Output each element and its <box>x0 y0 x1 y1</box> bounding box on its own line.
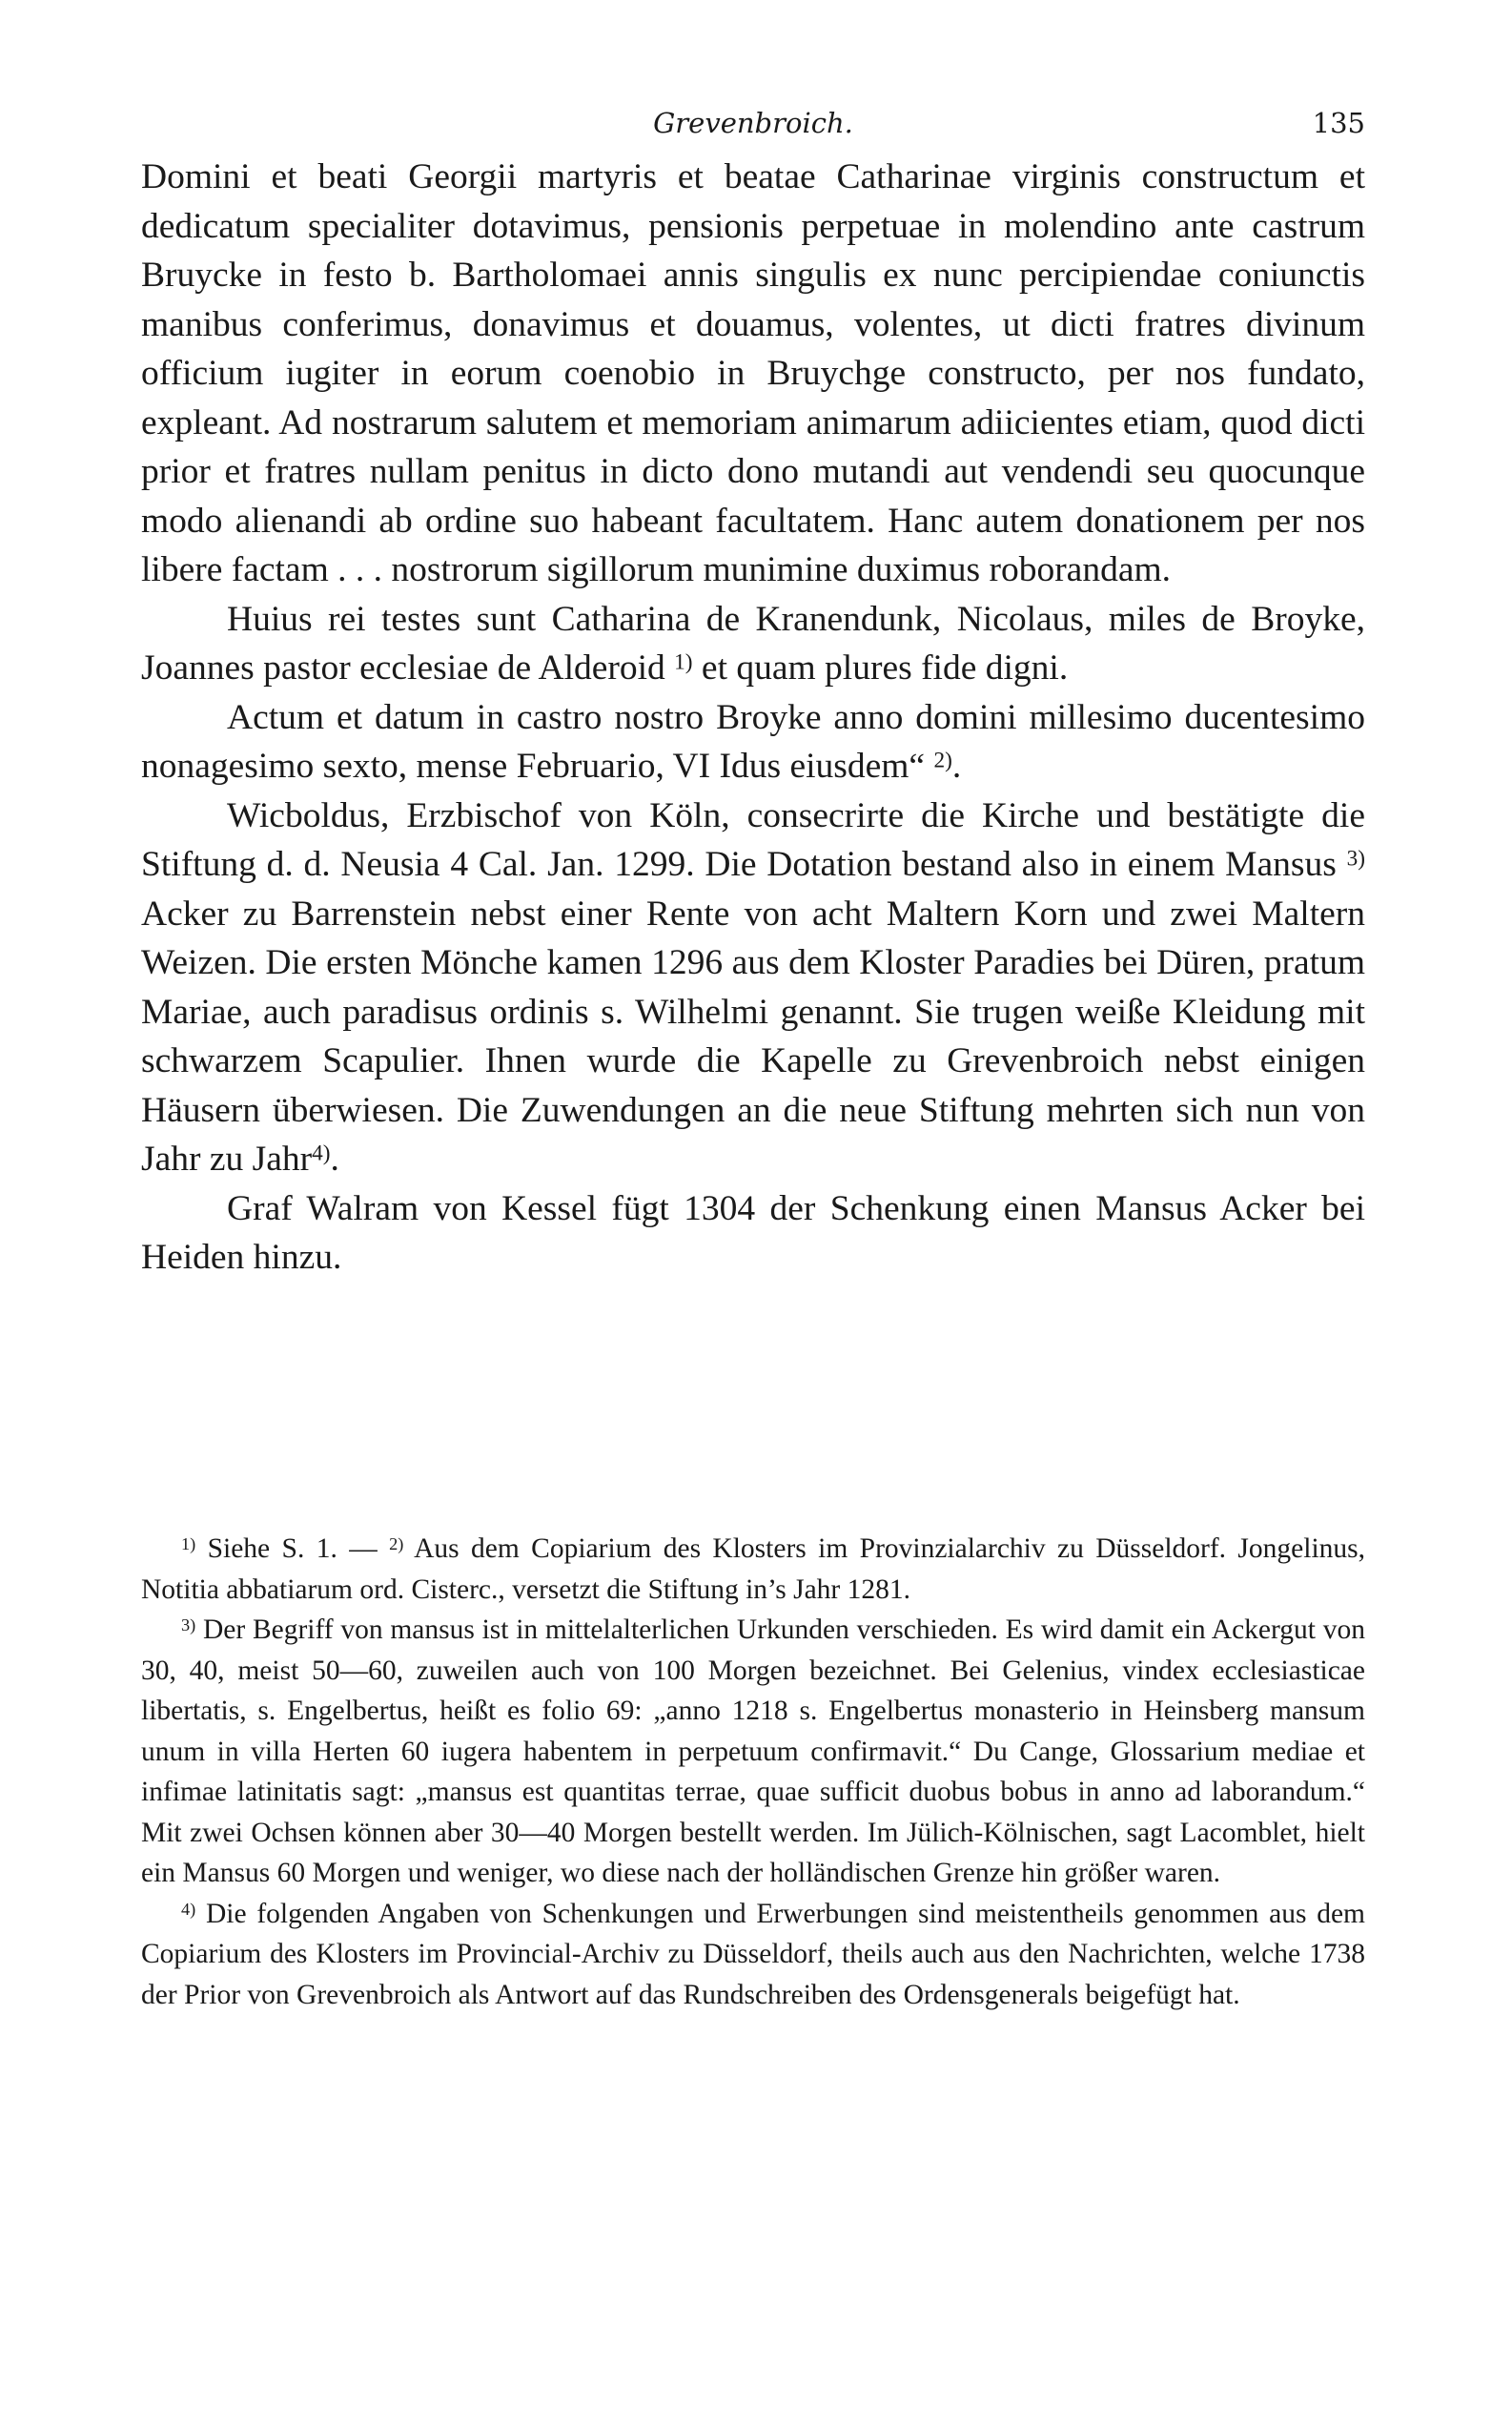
running-title: Grevenbroich. <box>653 107 853 139</box>
paragraph-walram-donation <box>141 1184 1365 1283</box>
text-run: Der Begriff von mansus ist in mittelalterlichen Urkunden verschieden. Es wird damit ein Ackergut von 30, 40, meist 50—60, zuweilen auch von 100 Morgen bezeichnet. Bei Gelenius, vindex ecclesiasticae libertatis, s. Engelbertus, heißt es folio 69: „anno 1218 s. Engelbertus monasterio in Heinsberg mansum unum in villa Herten 60 iugera habentem in perpetuum confirmavit.“ Du Cange, Glossarium mediae et infimae latinitatis sagt: „mansus est quantitas terrae, quae sufficit duobus bobus in anno ad laborandum.“ Mit zwei Ochsen können aber 30—40 Morgen bestellt werden. Im Jülich-Kölnischen, sagt Lacomblet, hielt ein Mansus 60 Morgen und weniger, wo diese nach der holländischen Grenze hin größer waren. <box>141 1614 1365 1888</box>
text-run: Wicboldus, Erzbischof von Köln, consecrirte die Kirche und bestätigte die Stiftung d. d. Neusia 4 Cal. Jan. 1299. Die Dotation bestand also in einem Mansus <box>141 795 1365 884</box>
running-head <box>141 107 1365 154</box>
paragraph-witnesses <box>141 595 1365 693</box>
footnote-marker: 3) <box>181 1614 196 1634</box>
footnote-marker: 1) <box>181 1533 196 1553</box>
footnote-marker: 4) <box>312 1141 331 1166</box>
text-run: Acker zu Barrenstein nebst einer Rente von acht Maltern Korn und zwei Maltern Weizen. Die ersten Mönche kamen 1296 aus dem Kloster Paradies bei Düren, pratum Mariae, auch paradisus ordinis s. Wilhelmi genannt. Sie trugen weiße Kleidung mit schwarzem Scapulier. Ihnen wurde die Kapelle zu Grevenbroich nebst einigen Häusern überwiesen. Die Zuwendungen an die neue Stiftung mehrten sich nun von Jahr zu Jahr <box>141 894 1365 1179</box>
footnote-marker: 2) <box>389 1533 404 1553</box>
text-run: Graf Walram von Kessel fügt 1304 der Schenkung einen Mansus Acker bei Heiden hinzu. <box>141 1188 1365 1277</box>
footnote-4 <box>141 1894 1365 2016</box>
footnote-1-2 <box>141 1529 1365 1610</box>
body-text <box>141 153 1365 1283</box>
footnote-marker: 2) <box>933 748 952 773</box>
paragraph-charter-text <box>141 153 1365 595</box>
footnote-marker: 4) <box>181 1899 196 1919</box>
footnote-marker: 3) <box>1346 846 1365 872</box>
paragraph-consecration <box>141 792 1365 1184</box>
text-run: Aus dem Copiarium des Klosters im Provinzialarchiv zu Düsseldorf. Jongelinus, Notitia abbatiarum ord. Cisterc., versetzt die Stiftung in’s Jahr 1281. <box>141 1533 1366 1605</box>
text-run: . <box>330 1140 339 1179</box>
footnote-3 <box>141 1610 1365 1894</box>
text-run: et quam plures fide digni. <box>692 648 1069 688</box>
text-run: . <box>951 747 962 786</box>
text-run: Huius rei testes sunt Catharina de Kranendunk, Nicolaus, miles de Broyke, Joannes pastor ecclesiae de Alderoid <box>141 599 1365 688</box>
text-run: Actum et datum in castro nostro Broyke anno domini millesimo ducentesimo nonagesimo sexto, mense Februario, VI Idus eiusdem“ <box>141 697 1365 786</box>
paragraph-dating-clause <box>141 693 1365 792</box>
text-run: Siehe S. 1. — <box>195 1533 390 1564</box>
text-run: Domini et beati Georgii martyris et beatae Catharinae virginis constructum et dedicatum specialiter dotavimus, pensionis perpetuae in molendino ante castrum Bruycke in festo b. Bartholomaei annis singulis ex nunc percipiendae coniunctis manibus conferimus, donavimus et douamus, volentes, ut dicti fratres divinum officium iugiter in eorum coenobio in Bruychge constructo, per nos fundato, expleant. Ad nostrarum salutem et memoriam animarum adiicientes etiam, quod dicti prior et fratres nullam penitus in dicto dono mutandi aut vendendi seu quocunque modo alienandi ab ordine suo habeant facultatem. Hanc autem donationem per nos libere factam . . . nostrorum sigillorum munimine duximus roborandam. <box>141 157 1365 589</box>
page-number: 135 <box>1312 107 1365 139</box>
footnotes <box>141 1529 1365 2015</box>
footnote-marker: 1) <box>674 649 693 675</box>
text-run: Die folgenden Angaben von Schenkungen und Erwerbungen sind meistentheils genommen aus dem Copiarium des Klosters im Provincial-Archiv zu Düsseldorf, theils auch aus den Nachrichten, welche 1738 der Prior von Grevenbroich als Antwort auf das Rundschreiben des Ordensgenerals beigefügt hat. <box>141 1898 1365 2010</box>
